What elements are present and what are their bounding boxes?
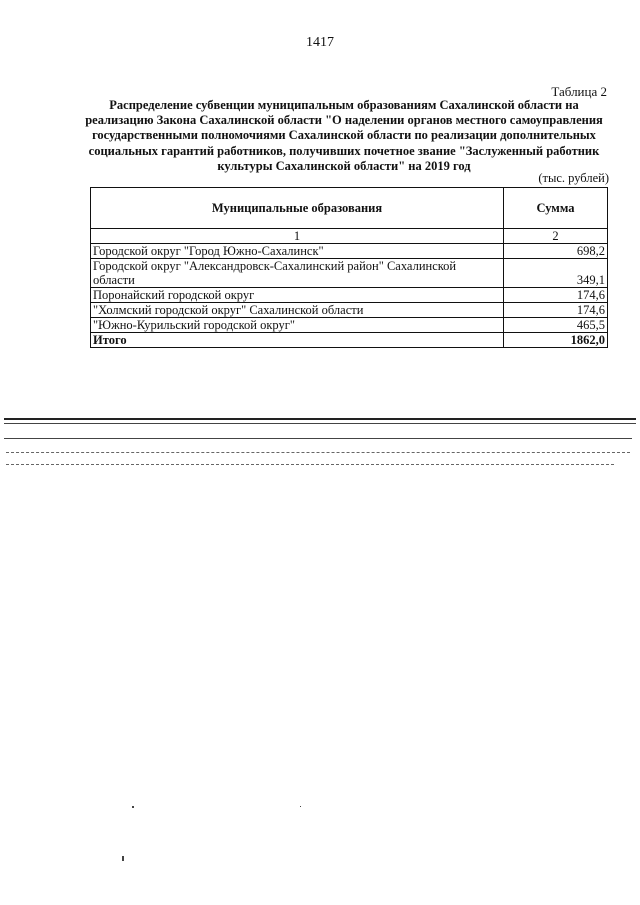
- row-municipality: Городской округ "Александровск-Сахалинский район" Сахалинской области: [91, 259, 504, 288]
- table-label: Таблица 2: [551, 84, 607, 99]
- row-municipality: "Холмский городской округ" Сахалинской области: [91, 303, 504, 318]
- row-municipality: Городской округ "Город Южно-Сахалинск": [91, 244, 504, 259]
- row-municipality: Поронайский городской округ: [91, 288, 504, 303]
- header-sum: Сумма: [504, 188, 608, 229]
- table-row: [91, 244, 608, 259]
- column-number: 2: [504, 229, 608, 244]
- table-row: [91, 303, 608, 318]
- table-header-row: [91, 188, 608, 229]
- header-municipalities: Муниципальные образования: [91, 188, 504, 229]
- total-label: Итого: [91, 333, 504, 348]
- table-row: [91, 318, 608, 333]
- scan-line: [6, 464, 614, 465]
- scan-line: [6, 452, 630, 453]
- table-row: [91, 259, 608, 288]
- row-sum: 465,5: [504, 318, 608, 333]
- column-numbers-row: [91, 229, 608, 244]
- scan-line: [4, 418, 636, 420]
- document-title: Распределение субвенции муниципальным образованиям Сахалинской области на реализацию Закона Сахалинской области "О наделении органов местного самоуправления государственными полномочиями Сахалинской области по реализации дополнительных социальных гарантий работников, получивших почетное звание "Заслуженный работник культуры Сахалинской области" на 2019 год: [85, 98, 603, 173]
- table-row: [91, 288, 608, 303]
- column-number: 1: [91, 229, 504, 244]
- total-sum: 1862,0: [504, 333, 608, 348]
- row-municipality: "Южно-Курильский городской округ": [91, 318, 504, 333]
- row-sum: 174,6: [504, 303, 608, 318]
- page-number: 1417: [306, 35, 334, 50]
- row-sum: 349,1: [504, 259, 608, 288]
- row-sum: 698,2: [504, 244, 608, 259]
- scan-speck: [300, 806, 301, 807]
- total-row: [91, 333, 608, 348]
- scan-speck: [122, 856, 124, 861]
- subvention-table: [90, 187, 608, 348]
- units-label: (тыс. рублей): [538, 171, 609, 185]
- scan-speck: [132, 806, 134, 808]
- scan-line: [4, 438, 632, 439]
- row-sum: 174,6: [504, 288, 608, 303]
- scan-line: [4, 423, 636, 424]
